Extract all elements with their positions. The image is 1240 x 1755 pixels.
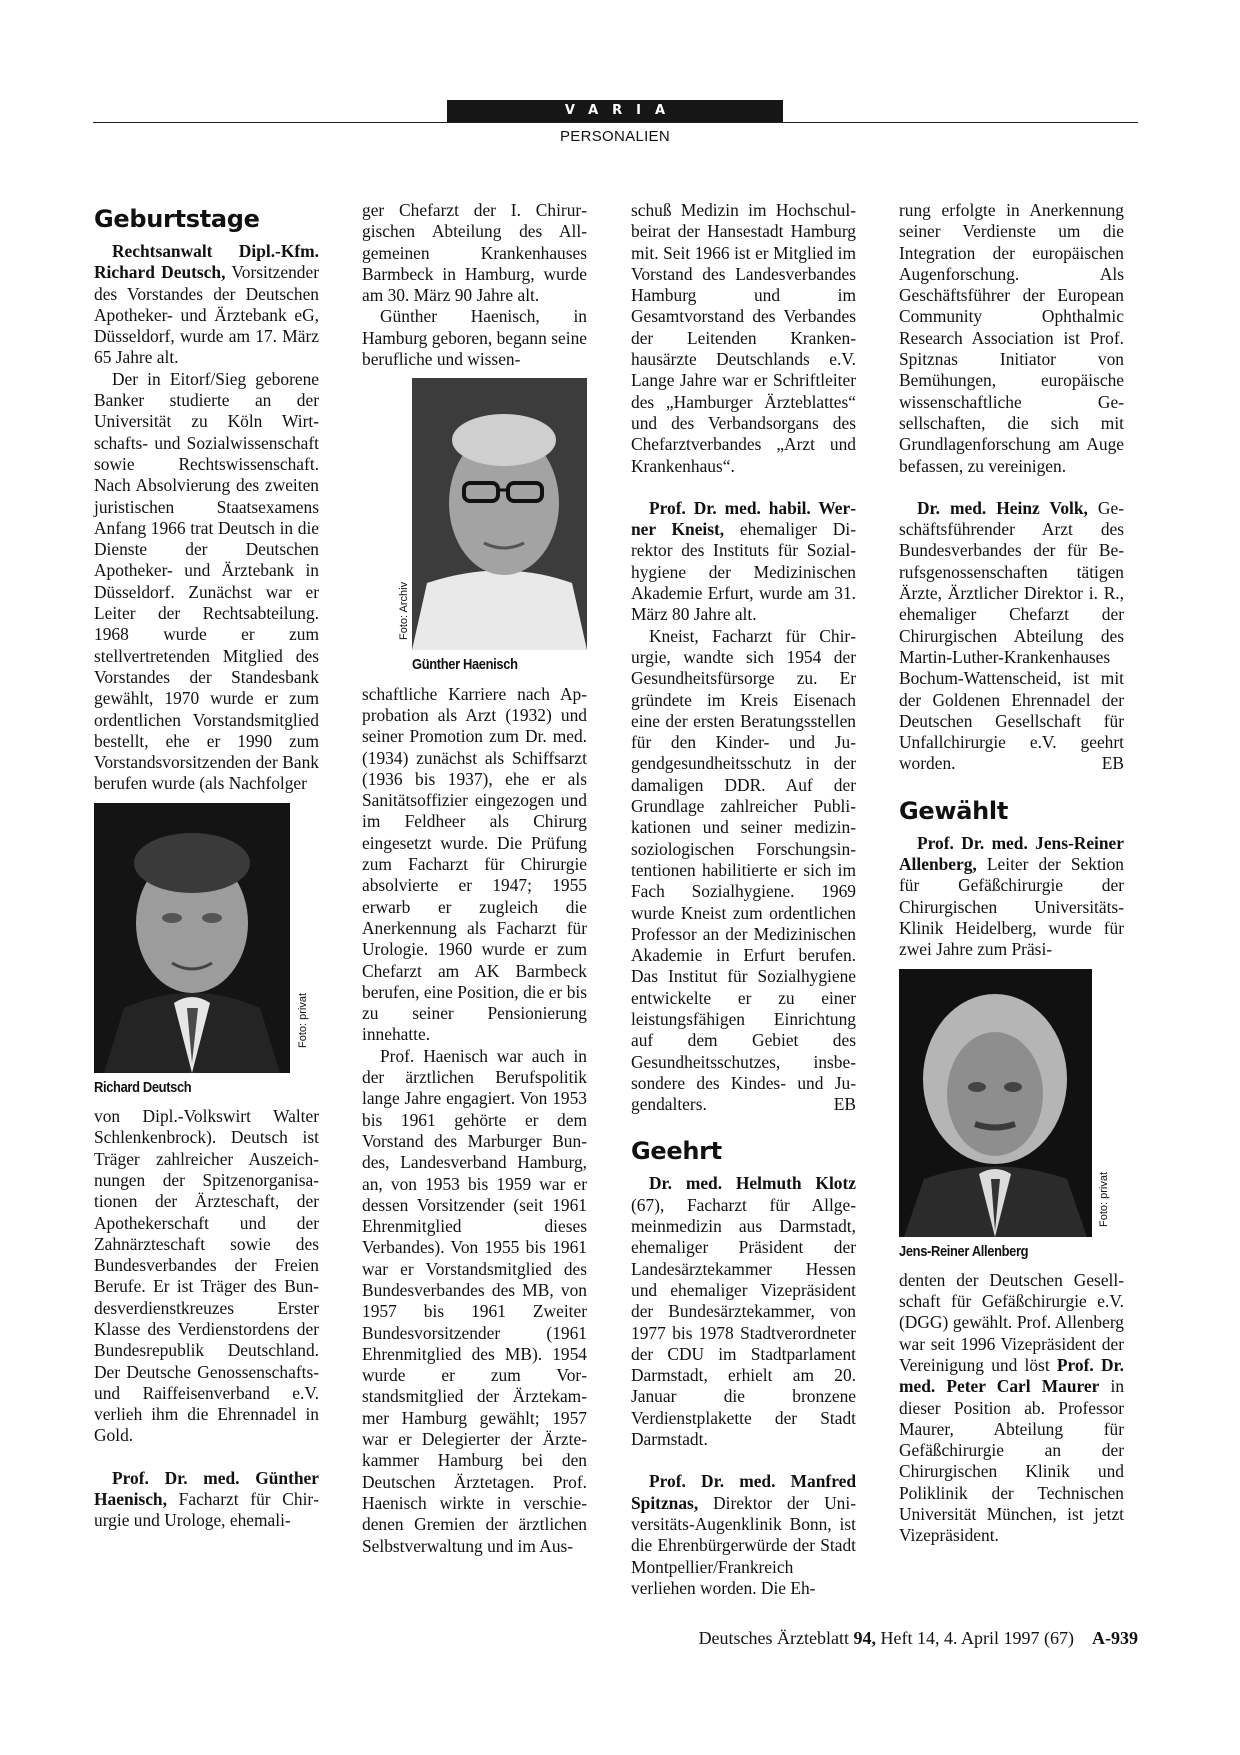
photo-caption: Günther Haenisch [412,656,518,674]
paragraph [631,498,856,626]
header-rule [93,122,1138,123]
paragraph-text: (67), Facharzt für Allgemeinmedizin aus Darmstadt, ehemaliger Präsident der Landesärztekammer Hessen und ehemaliger Vizepräsident der Bundesärztekammer, von 1977 bis 1978 Stadtverordneter der CDU im Stadtparlament Darmstadt, erhielt am 20. Januar die bronzene Verdienstplakette der Stadt Darmstadt. [631,1194,856,1450]
paragraph: von Dipl.-Volkswirt Walter Schlenkenbrock). Deutsch ist Träger zahlreicher Auszeichnungen der Spitzenorganisationen der Ärzteschaft, der Apothekerschaft und der Zahnärzteschaft sowie des Bundesverbandes der Freien Berufe. Er ist Träger des Bundesverdienstkreuzes Erster Klasse des Verdienstordens der Bundesrepublik Deutschland. Der Deutsche Genossenschafts- und Raiffeisenverband e.V. verlieh ihm die Ehrennadel in Gold. [94,1106,319,1446]
paragraph: rung erfolgte in Anerkennung seiner Verdienste um die Integration der europäischen Augenforschung. Als Geschäftsführer der European Community Ophthalmic Research Association ist Prof. Spitznas Initiator von Bemühungen, europäische wissenschaftliche Gesellschaften, die sich mit Grundlagenforschung am Auge befassen, zu vereinigen. [899,200,1124,476]
column-4 [899,200,1124,1547]
portrait-photo-guenther-haenisch [412,378,587,650]
paragraph: schuß Medizin im Hochschulbeirat der Hansestadt Hamburg mit. Seit 1966 ist er Mitglied im Vorstand des Landesverbandes Hamburg und im Gesamtvorstand des Verbandes der Leitenden Krankenhausärzte Deutschlands e.V. Lange Jahre war er Schriftleiter des „Hamburger Ärzteblattes“ und des Verbandsorgans des Chefarztverbandes „Arzt und Krankenhaus“. [631,200,856,476]
subsection-label: PERSONALIEN [560,128,670,145]
journal-name: Deutsches Ärzteblatt [698,1628,850,1648]
paragraph [631,1471,856,1599]
paragraph-text: Leiter der Sektion für Gefäßchirurgie der Chirurgischen Universitäts-Klinik Heidelberg, wurde für zwei Jahre zum Präsi- [899,854,1124,960]
paragraph-text: Facharzt für Chirurgie und Urologe, ehemali- [94,1489,319,1531]
paragraph-text: Geschäftsführender Arzt des Bundesverbandes der für Berufsgenossenschaften tätigen Ärzte, Ärztlicher Direktor i. R., ehemaliger Chefarzt der Chirurgischen Abteilung des Martin-Luther-Krankenhauses Bochum-Wattenscheid, ist mit der Goldenen Ehrennadel der Deutschen Gesellschaft für Unfallchirurgie e.V. geehrt worden. [899,497,1124,774]
person-name: Prof. Dr. med. Jens-Reiner Allenberg, [899,832,1124,875]
portrait-figure [398,378,587,675]
paragraph-text: Direktor der Universitäts-Augenklinik Bonn, ist die Ehrenbürgerwürde der Stadt Montpellier/Frankreich verliehen worden. Die Eh- [631,1492,856,1598]
journal-issue: Heft 14, 4. April 1997 (67) [876,1628,1074,1648]
author-sign: EB [833,1094,856,1115]
portrait-figure [94,803,319,1098]
paragraph [94,1468,319,1532]
paragraph [899,833,1124,961]
photo-caption: Richard Deutsch [94,1078,192,1096]
column-3 [631,200,856,1599]
paragraph: Prof. Haenisch war auch in der ärztlichen Berufspolitik lange Jahre engagiert. Von 1953 bis 1961 gehörte er dem Vorstand des Marburger Bundes, Landesverband Hamburg, an, von 1953 bis 1959 war er dessen Vorsitzender (seit 1961 Ehrenmitglied dieses Verbandes). Von 1955 bis 1961 war er Vorstandsmitglied des Bundesverbandes des MB, von 1957 bis 1961 Zweiter Bundesvorsitzender (1961 Ehrenmitglied des MB). 1954 wurde er zum Vorstandsmitglied der Ärztekammer Hamburg gewählt; 1957 war er Delegierter der Ärztekammer Hamburg bei den Deutschen Ärztetagen. Prof. Haenisch wirkte in verschiedenen Gremien der ärztlichen Selbstverwaltung und im Aus- [362,1045,587,1556]
person-name: Rechtsanwalt Dipl.-Kfm. Richard Deutsch, [94,241,319,283]
paragraph-text: in dieser Position ab. Professor Maurer, Abteilung für Gefäßchirurgie an der Chirurgischen Klinik und Poliklinik der Technischen Universität München, ist jetzt Vizepräsident. [899,1376,1125,1546]
person-name: Dr. med. Helmuth Klotz [649,1173,856,1194]
paragraph: ger Chefarzt der I. Chirurgischen Abteilung des Allgemeinen Krankenhauses Barmbeck in Hamburg, wurde am 30. März 90 Jahre alt. [362,200,587,306]
photo-credit: Foto: Archiv [398,582,410,641]
page-header [0,100,1240,150]
person-name: Dr. med. Heinz Volk, [917,497,1088,518]
section-label: VARIA [447,100,783,122]
paragraph [899,498,1124,775]
paragraph [94,241,319,369]
page-number: A-939 [1092,1628,1138,1648]
portrait-photo-richard-deutsch [94,803,290,1073]
photo-caption: Jens-Reiner Allenberg [899,1242,1029,1260]
paragraph: Der in Eitorf/Sieg geborene Banker studierte an der Universität zu Köln Wirtschafts- und Sozialwissenschaft sowie Rechtswissenschaft. Nach Absolvierung des zweiten juristischen Staatsexamens Anfang 1966 trat Deutsch in die Dienste der Deutschen Apotheker- und Ärztebank in Düsseldorf. Zunächst war er Leiter der Rechtsabteilung. 1968 wurde er zum stellvertretenden Mitglied des Vorstandes der Standesbank gewählt, 1970 wurde er zum ordentlichen Vorstandsmitglied bestellt, ehe er 1990 zum Vorstandsvorsitzenden der Bank berufen wurde (als Nachfolger [94,368,319,794]
section-title-birthdays: Geburtstage [94,205,260,233]
page-footer [600,1628,1138,1649]
paragraph [631,626,856,1116]
column-1 [94,200,319,1532]
paragraph: schaftliche Karriere nach Approbation als Arzt (1932) und seiner Promotion zum Dr. med. (1934) zunächst als Schiffsarzt (1936 bis 1937), ehe er als Sanitätsoffizier eingezogen und im Feldheer als Chirurg eingesetzt wurde. Die Prüfung zum Facharzt für Chirurgie absolvierte er 1947; 1955 erwarb er zugleich die Anerkennung als Facharzt für Urologie. 1960 wurde er zum Chefarzt am AK Barmbeck berufen, eine Position, die er bis zu seiner Pensionierung innehatte. [362,683,587,1045]
author-sign: EB [1101,753,1124,774]
paragraph-text: Kneist, Facharzt für Chirurgie, wandte sich 1954 der Gesundheitsfürsorge zu. Er gründete im Kreis Eisenach eine der ersten Beratungsstellen für den Kinder- und Jugendgesundheitsschutz in der damaligen DDR. Auf der Grundlage zahlreicher Publikationen und seiner medizinsoziologischen Forschungsintentionen habilitierte er sich im Fach Sozialhygiene. 1969 wurde Kneist zum ordentlichen Professor an der Medizinischen Akademie in Erfurt berufen. Das Institut für Sozialhygiene entwickelte er zu einer leistungsfähigen Einrichtung auf dem Gebiet des Gesundheitsschutzes, insbesondere des Kindes- und Jugendalters. [631,625,856,1115]
section-title-elected: Gewählt [899,796,1009,825]
person-name: Prof. Dr. med. Manfred Spitznas, [631,1471,856,1513]
person-name: Prof. Dr. med. habil. Werner Kneist, [631,497,856,540]
journal-volume: 94, [853,1628,877,1648]
paragraph [631,1173,856,1450]
person-name: Prof. Dr. med. Peter Carl Maurer [899,1354,1124,1397]
paragraph-text: denten der Deutschen Gesellschaft für Gefäßchirurgie e.V. (DGG) gewählt. Prof. Allenberg war seit 1996 Vizepräsident der Vereinigung und löst [899,1269,1124,1375]
section-title-honored: Geehrt [631,1137,722,1166]
portrait-photo-jens-reiner-allenberg [899,969,1092,1237]
portrait-figure [899,969,1124,1262]
paragraph-text: ehemaliger Direktor des Instituts für Sozialhygiene der Medizinischen Akademie Erfurt, wurde am 31. März 80 Jahre alt. [631,519,856,625]
column-2 [362,200,587,1557]
photo-credit: Foto: privat [297,992,309,1048]
photo-credit: Foto: privat [1098,1171,1110,1227]
paragraph [899,1270,1124,1547]
person-name: Prof. Dr. med. Günther Haenisch, [94,1467,319,1510]
paragraph-text: Vorsitzender des Vorstandes der Deutschen Apotheker- und Ärztebank eG, Düsseldorf, wurde am 17. März 65 Jahre alt. [94,262,320,368]
paragraph: Günther Haenisch, in Hamburg geboren, begann seine berufliche und wissen- [362,306,587,370]
